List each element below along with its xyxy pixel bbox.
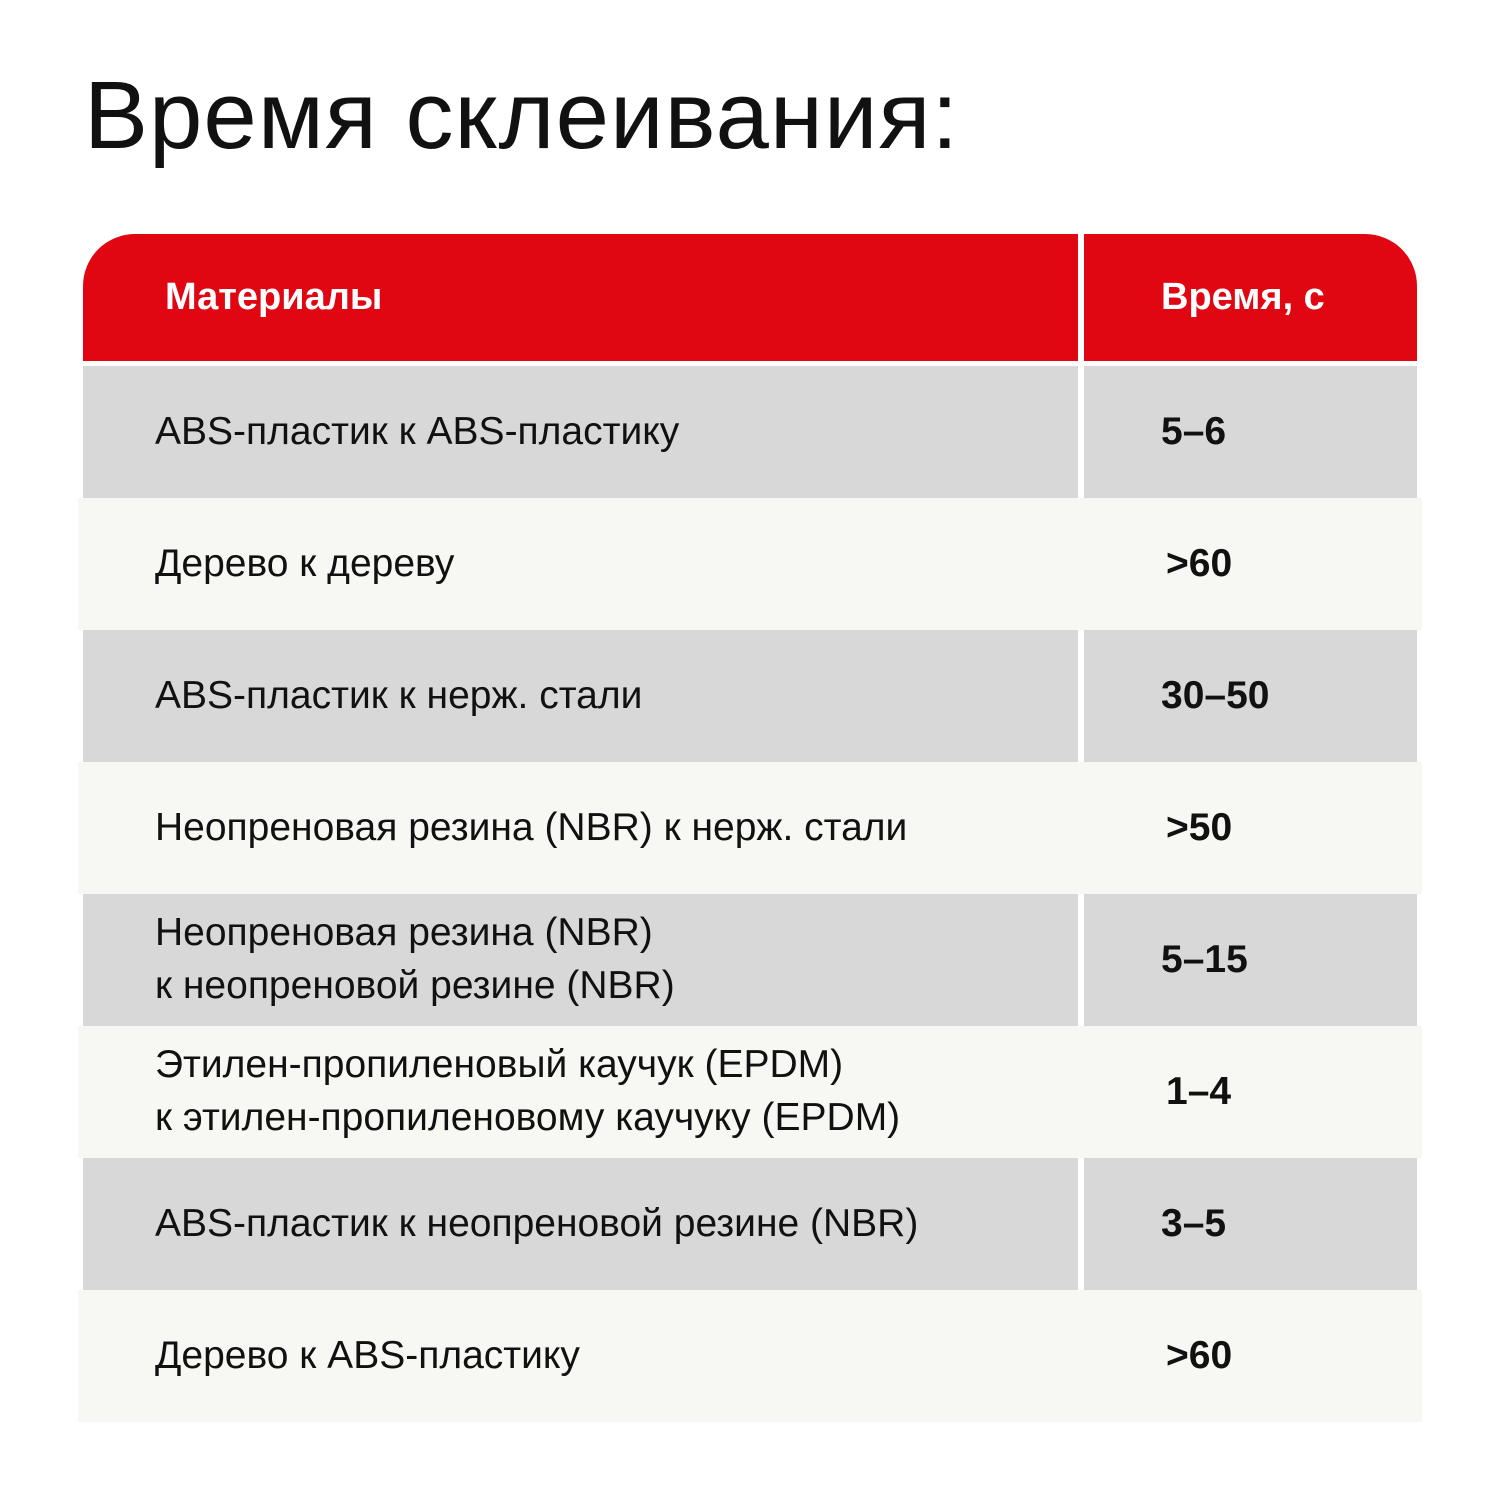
material-cell (83, 630, 1078, 762)
material-line: ABS-пластик к ABS-пластику (155, 409, 680, 453)
time-cell: 5–15 (1084, 894, 1417, 1026)
time-cell: >50 (1166, 805, 1233, 849)
time-cell: 5–6 (1084, 366, 1417, 498)
material-line: Неопреновая резина (NBR) (155, 911, 653, 955)
time-cell: >60 (1166, 541, 1233, 585)
material-cell (78, 498, 1084, 630)
material-line: Этилен-пропиленовый каучук (EPDM) (155, 1043, 844, 1087)
bonding-time-table (78, 234, 1422, 1424)
material-line: к неопреновой резине (NBR) (155, 964, 675, 1007)
material-cell (83, 1158, 1078, 1290)
time-cell: 1–4 (1166, 1069, 1232, 1113)
header-time: Время, с (1084, 234, 1417, 361)
material-cell (83, 366, 1078, 498)
material-cell (78, 1026, 1084, 1158)
material-cell (78, 762, 1084, 894)
material-cell (78, 1290, 1084, 1422)
time-cell: 30–50 (1084, 630, 1417, 762)
header-materials: Материалы (83, 234, 1078, 361)
table-row (78, 1158, 1422, 1290)
table-row (78, 894, 1422, 1026)
table-row (78, 366, 1422, 498)
material-line: Неопреновая резина (NBR) к нерж. стали (155, 805, 908, 849)
table-header (83, 234, 1417, 361)
time-cell: 3–5 (1084, 1158, 1417, 1290)
material-line: Дерево к ABS-пластику (155, 1333, 580, 1377)
time-cell: >60 (1166, 1333, 1233, 1377)
page-title: Время склеивания: (84, 62, 960, 169)
table-row (78, 1026, 1422, 1158)
material-line: ABS-пластик к неопреновой резине (NBR) (155, 1201, 919, 1245)
table-row (78, 630, 1422, 762)
material-line: к этилен-пропиленовому каучуку (EPDM) (155, 1096, 901, 1139)
table-row (78, 498, 1422, 630)
table-row (78, 1290, 1422, 1422)
material-cell (83, 894, 1078, 1026)
material-line: Дерево к дереву (155, 541, 455, 585)
material-line: ABS-пластик к нерж. стали (155, 673, 643, 717)
table-row (78, 762, 1422, 894)
